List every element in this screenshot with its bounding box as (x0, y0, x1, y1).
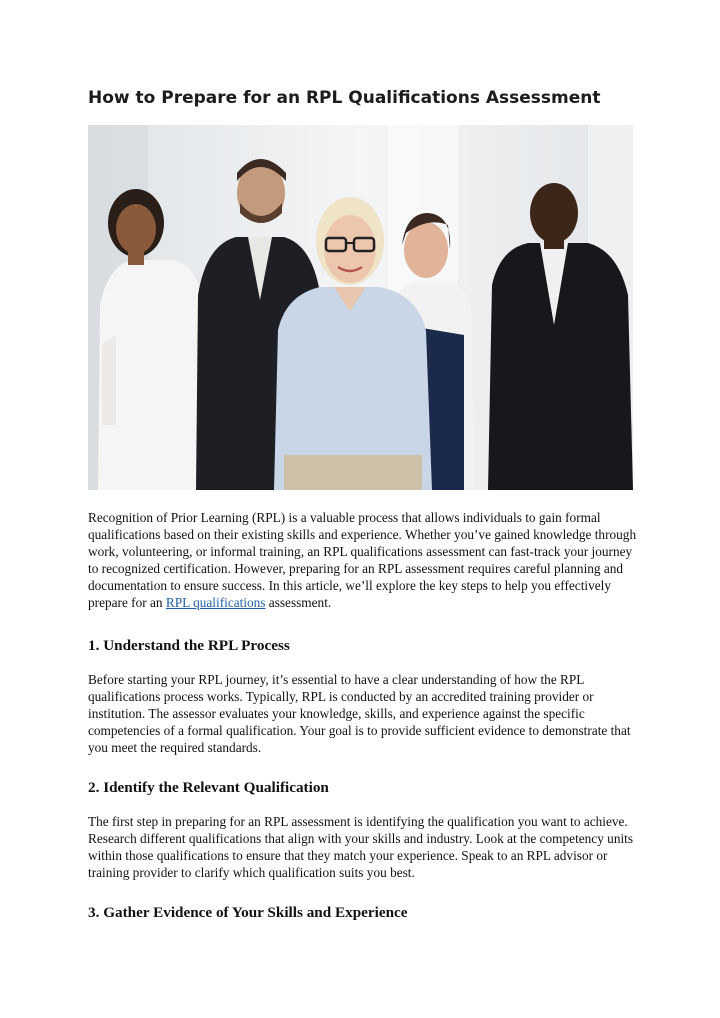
section-1-heading: 1. Understand the RPL Process (88, 637, 290, 654)
article-body (88, 509, 638, 938)
page-title: How to Prepare for an RPL Qualifications Assessment (88, 88, 601, 108)
rpl-qualifications-link[interactable]: RPL qualifications (165, 595, 266, 610)
intro-text-end: assessment. (265, 595, 332, 610)
team-photo-icon (88, 125, 633, 490)
hero-image (88, 125, 633, 490)
intro-text: Recognition of Prior Learning (RPL) is a valuable process that allows individuals to gain formal qualifications based on their existing skills and experience. Whether you’ve gained knowledge through work, volunteering, or informal training, an RPL qualifications assessment can fast-track your journey to recognized certification. However, preparing for an RPL assessment requires careful planning and documentation to ensure success. In this article, we’ll explore the key steps to help you effectively prepare for an (88, 510, 637, 610)
section-2-paragraph: The first step in preparing for an RPL assessment is identifying the qualification you want to achieve. Research different qualifications that align with your skills and industry. Look at the competency units within those qualifications to ensure that they match your experience. Speak to an RPL advisor or training provider to clarify which qualification suits you best. (88, 814, 634, 880)
intro-paragraph (88, 509, 638, 611)
section-3-heading: 3. Gather Evidence of Your Skills and Experience (88, 904, 408, 921)
section-2-heading: 2. Identify the Relevant Qualification (88, 779, 329, 796)
section-1-paragraph: Before starting your RPL journey, it’s essential to have a clear understanding of how the RPL qualifications process works. Typically, RPL is conducted by an accredited training provider or institution. The assessor evaluates your knowledge, skills, and experience against the specific competencies of a formal qualification. Your goal is to provide sufficient evidence to demonstrate that you meet the required standards. (88, 672, 631, 755)
